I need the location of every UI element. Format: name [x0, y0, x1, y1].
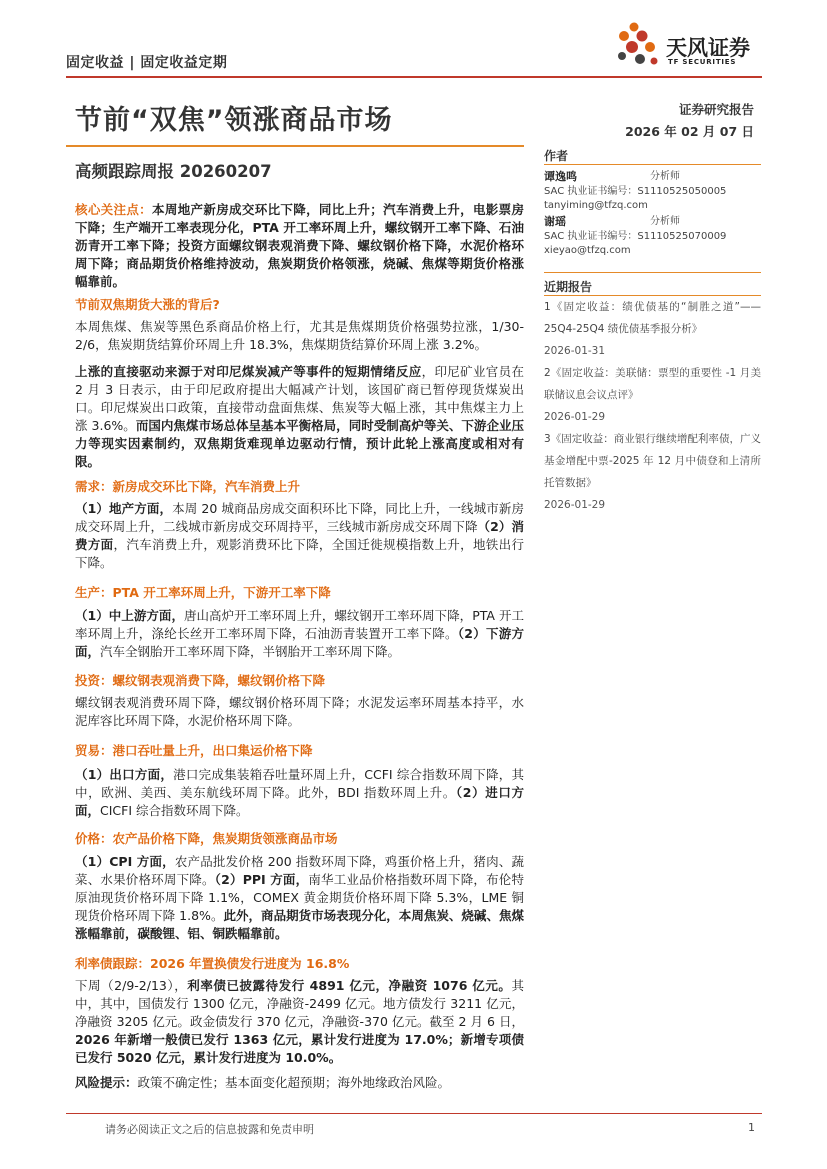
risk-label: 风险提示：	[75, 1075, 138, 1090]
emphasis-text: 利率债已披露待发行 4891 亿元，净融资 1076 亿元。	[187, 978, 512, 993]
paragraph: 本周焦煤、焦炭等黑色系商品价格上行，尤其是焦煤期货价格强势拉涨，1/30-2/6，焦炭期货结算价环周上升 18.3%，焦煤期货结算价环周上涨 3.2%。	[75, 319, 524, 352]
body-text: 南华工业品价格指数环周下降，布伦特原油现货价格环周下降 1.1%，COMEX 黄金期货价格环周下降 5.3%，LME 铜现货价格环周下降 1.8%。	[75, 872, 524, 923]
author-name: 谭逸鸣	[544, 170, 577, 183]
logo-mark-icon	[612, 18, 668, 74]
title-rule	[66, 145, 524, 147]
emphasis-text: 2026 年新增一般债已发行 1363 亿元，累计发行进度为 17.0%；新增专项债已发行 5020 亿元，累计发行进度为 10.0%。	[75, 1032, 524, 1065]
core-text: 本周地产新房成交环比下降，同比上升；汽车消费上升，电影票房下降；生产端开工率表现分化，PTA 开工率环周上升，螺纹钢开工率下降、石油沥青开工率下降；投资方面螺纹钢表观消费下降、螺纹钢价格下降，水泥价格环周下降；商品期货价格维持波动，焦炭期货价格领涨，烧碱、焦煤等期货价格涨幅靠前。	[75, 202, 524, 289]
emphasis-text: 上涨的直接驱动来源于对印尼煤炭减产等事件的短期情绪反应	[75, 364, 422, 379]
recent-report-date: 2026-01-29	[544, 499, 606, 511]
recent-report-item[interactable]	[544, 362, 761, 428]
recent-report-date: 2026-01-29	[544, 411, 606, 423]
recent-report-item[interactable]	[544, 296, 761, 362]
emphasis-text: （1）CPI 方面，	[75, 854, 175, 869]
body-text: ，汽车消费上升，观影消费环比下降，全国迁徙规模指数上升，地铁出行下降。	[75, 537, 524, 570]
section-heading: 节前双焦期货大涨的背后?	[75, 297, 220, 312]
author-email[interactable]: xieyao@tfzq.com	[544, 245, 631, 256]
body-text: 港口完成集装箱吞吐量环周上升，CCFI 综合指数环周下降，其中，欧洲、美西、美东航线环周下降。此外，BDI 指数环周上升。	[75, 767, 524, 800]
author-card	[544, 215, 761, 258]
tf-securities-logo	[612, 18, 762, 74]
header-rule	[66, 76, 762, 78]
page-subtitle: 高频跟踪周报 20260207	[75, 162, 272, 181]
author-name: 谢瑶	[544, 215, 566, 228]
body-text: 其中，其中，国债发行 1300 亿元，净融资-2499 亿元。地方债发行 3211 亿元，净融资 3205 亿元。政金债发行 370 亿元，净融资-370 亿元。截至 2 月 6 日，	[75, 978, 524, 1029]
body-text: 汽车全钢胎开工率环周下降，半钢胎开工率环周下降。	[100, 644, 401, 659]
logo-text-cn: 天风证券	[666, 36, 750, 60]
emphasis-text: （2）PPI 方面，	[214, 872, 309, 887]
paragraph	[75, 853, 524, 943]
emphasis-text: （2）消费方面	[75, 519, 524, 552]
logo-text-en: TF SECURITIES	[668, 58, 737, 66]
report-date: 2026 年 02 月 07 日	[625, 124, 754, 139]
risk-text: 政策不确定性；基本面变化超预期；海外地缘政治风险。	[137, 1075, 451, 1090]
body-text: ，印尼矿业官员在 2 月 3 日表示，由于印尼政府提出大幅减产计划，该国矿商已暂停现货煤炭出口。印尼煤炭出口政策，直接带动盘面焦煤、焦炭等大幅上涨，其中焦煤主力上涨 3.6%。	[75, 364, 524, 433]
paragraph	[75, 363, 524, 471]
author-email[interactable]: tanyiming@tfzq.com	[544, 200, 648, 211]
section-heading: 价格：农产品价格下降，焦炭期货领涨商品市场	[75, 831, 338, 846]
emphasis-text: （2）进口方面，	[75, 785, 524, 818]
emphasis-text: （1）中上游方面，	[75, 608, 184, 623]
section-heading: 需求：新房成交环比下降，汽车消费上升	[75, 479, 301, 494]
paragraph: 螺纹钢表观消费环周下降，螺纹钢价格环周下降；水泥发运率环周基本持平，水泥库容比环周下降，水泥价格环周下降。	[75, 695, 524, 728]
section-heading: 生产：PTA 开工率环周上升，下游开工率下降	[75, 585, 331, 600]
authors-rule	[544, 164, 761, 165]
paragraph	[75, 766, 524, 820]
recent-reports-heading: 近期报告	[544, 280, 593, 294]
section-heading: 利率债跟踪：2026 年置换债发行进度为 16.8%	[75, 956, 350, 971]
body-text: 农产品批发价格 200 指数环周下降，鸡蛋价格上升，猪肉、蔬菜、水果价格环周下降。	[75, 854, 524, 887]
report-type: 证券研究报告	[678, 102, 754, 117]
author-role: 分析师	[650, 171, 680, 182]
body-text: 下周（2/9-2/13），	[75, 978, 188, 993]
emphasis-text: 而国内焦煤市场总体呈基本平衡格局，同时受制高炉等关、下游企业压力等现实因素制约，双焦期货难现单边驱动行情，预计此轮上涨高度或相对有限。	[75, 418, 524, 469]
recent-report-title[interactable]: 2《固定收益：美联储：票型的重要性 -1 月美联储议息会议点评》	[544, 367, 761, 401]
core-label: 核心关注点：	[75, 202, 153, 217]
report-category: 固定收益 | 固定收益定期	[66, 55, 228, 71]
recent-report-title[interactable]: 1《固定收益：绩优债基的“制胜之道”——25Q4-25Q4 绩优债基季报分析》	[544, 301, 761, 335]
footer-rule	[66, 1113, 762, 1114]
section-heading: 投资：螺纹钢表观消费下降，螺纹钢价格下降	[75, 673, 326, 688]
authors-heading: 作者	[544, 149, 569, 163]
paragraph	[75, 977, 524, 1067]
recent-report-date: 2026-01-31	[544, 345, 606, 357]
author-cert: SAC 执业证书编号：S1110525070009	[544, 231, 727, 242]
core-points	[75, 201, 524, 291]
emphasis-text: 此外，商品期货市场表现分化，本周焦炭、烧碱、焦煤涨幅靠前，碳酸锂、铝、铜跌幅靠前。	[75, 908, 524, 941]
body-text: 唐山高炉开工率环周上升，螺纹钢开工率环周下降，PTA 开工率环周上升，涤纶长丝开工率环周下降，石油沥青装置开工率下降。	[75, 608, 524, 641]
author-role: 分析师	[650, 216, 680, 227]
recent-top-rule	[544, 272, 761, 273]
author-card	[544, 170, 761, 213]
risk-warning	[75, 1074, 524, 1092]
paragraph	[75, 500, 524, 572]
body-text: CICFI 综合指数环周下降。	[100, 803, 249, 818]
emphasis-text: （2）下游方面，	[75, 626, 524, 659]
section-heading: 贸易：港口吞吐量上升，出口集运价格下降	[75, 743, 313, 758]
emphasis-text: （1）地产方面，	[75, 501, 173, 516]
paragraph	[75, 607, 524, 661]
recent-report-title[interactable]: 3《固定收益：商业银行继续增配利率债，广义基金增配中票-2025 年 12 月中债登和上清所托管数据》	[544, 433, 761, 489]
body-text: 本周 20 城商品房成交面积环比下降，同比上升，一线城市新房成交环周上升，二线城市新房成交环周持平，三线城市新房成交环周下降	[75, 501, 525, 534]
emphasis-text: （1）出口方面，	[75, 767, 174, 782]
author-cert: SAC 执业证书编号：S1110525050005	[544, 186, 727, 197]
footer-disclaimer[interactable]: 请务必阅读正文之后的信息披露和免责申明	[105, 1123, 314, 1136]
recent-report-item[interactable]	[544, 428, 761, 516]
page-number: 1	[748, 1121, 755, 1134]
page-title: 节前“双焦”领涨商品市场	[75, 105, 393, 136]
